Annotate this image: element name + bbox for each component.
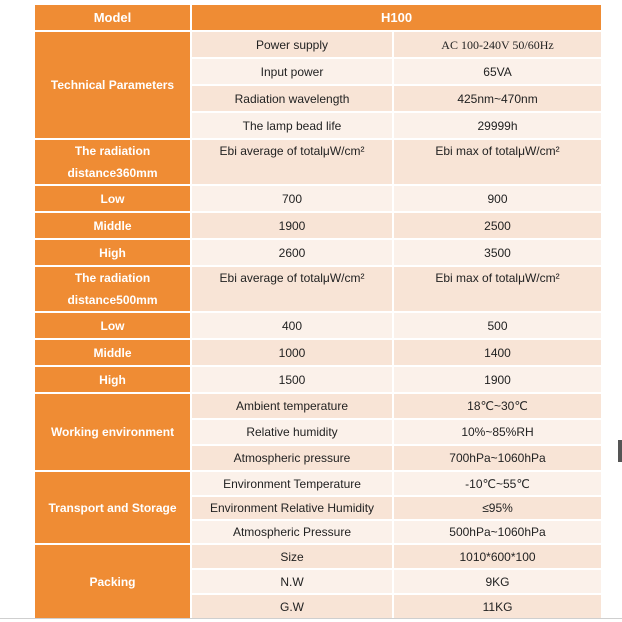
row-label: Ambient temperature xyxy=(191,393,393,419)
row-label: Radiation wavelength xyxy=(191,85,393,112)
level-label: High xyxy=(34,239,191,266)
model-label: Model xyxy=(34,4,191,31)
row-value: 700hPa~1060hPa xyxy=(393,445,602,471)
row-value: 500hPa~1060hPa xyxy=(393,520,602,544)
row-label: Atmospheric Pressure xyxy=(191,520,393,544)
row-label: Environment Relative Humidity xyxy=(191,496,393,520)
level-label: Low xyxy=(34,312,191,339)
row-label: Input power xyxy=(191,58,393,85)
table-row xyxy=(34,212,602,239)
row-label: Power supply xyxy=(191,31,393,58)
row-value: 10%~85%RH xyxy=(393,419,602,445)
column-header-average: Ebi average of totalμW/cm² xyxy=(191,139,393,185)
section-distance-360: The radiation distance360mm xyxy=(34,139,191,185)
row-label: Environment Temperature xyxy=(191,471,393,496)
column-header-max: Ebi max of totalμW/cm² xyxy=(393,266,602,312)
section-distance-500: The radiation distance500mm xyxy=(34,266,191,312)
header-row xyxy=(34,4,602,31)
row-value: 425nm~470nm xyxy=(393,85,602,112)
spec-table xyxy=(33,3,603,620)
row-value: ≤95% xyxy=(393,496,602,520)
table-row xyxy=(34,544,602,569)
table-row xyxy=(34,366,602,393)
row-label: Size xyxy=(191,544,393,569)
average-value: 2600 xyxy=(191,239,393,266)
section-technical: Technical Parameters xyxy=(34,31,191,139)
average-value: 1900 xyxy=(191,212,393,239)
column-header-average: Ebi average of totalμW/cm² xyxy=(191,266,393,312)
max-value: 1900 xyxy=(393,366,602,393)
average-value: 400 xyxy=(191,312,393,339)
table-row xyxy=(34,31,602,58)
level-label: Low xyxy=(34,185,191,212)
row-value: 1010*600*100 xyxy=(393,544,602,569)
row-label: Atmospheric pressure xyxy=(191,445,393,471)
row-value: 29999h xyxy=(393,112,602,139)
table-row xyxy=(34,239,602,266)
row-value: AC 100-240V 50/60Hz xyxy=(393,31,602,58)
column-header-max: Ebi max of totalμW/cm² xyxy=(393,139,602,185)
row-value: 9KG xyxy=(393,569,602,594)
table-row xyxy=(34,393,602,419)
row-value: -10℃~55℃ xyxy=(393,471,602,496)
average-value: 700 xyxy=(191,185,393,212)
level-label: Middle xyxy=(34,212,191,239)
section-working-environment: Working environment xyxy=(34,393,191,471)
edge-marker xyxy=(618,440,622,462)
bottom-divider xyxy=(0,618,622,619)
table-row xyxy=(34,312,602,339)
row-label: G.W xyxy=(191,594,393,619)
max-value: 3500 xyxy=(393,239,602,266)
max-value: 2500 xyxy=(393,212,602,239)
row-label: N.W xyxy=(191,569,393,594)
max-value: 900 xyxy=(393,185,602,212)
average-value: 1500 xyxy=(191,366,393,393)
table-row xyxy=(34,471,602,496)
model-value: H100 xyxy=(191,4,602,31)
row-value: 65VA xyxy=(393,58,602,85)
row-label: The lamp bead life xyxy=(191,112,393,139)
table-row xyxy=(34,185,602,212)
level-label: Middle xyxy=(34,339,191,366)
table-row xyxy=(34,139,602,185)
row-label: Relative humidity xyxy=(191,419,393,445)
row-value: 11KG xyxy=(393,594,602,619)
table-row xyxy=(34,339,602,366)
table-row xyxy=(34,266,602,312)
level-label: High xyxy=(34,366,191,393)
max-value: 500 xyxy=(393,312,602,339)
average-value: 1000 xyxy=(191,339,393,366)
max-value: 1400 xyxy=(393,339,602,366)
section-packing: Packing xyxy=(34,544,191,619)
section-transport-storage: Transport and Storage xyxy=(34,471,191,544)
row-value: 18℃~30℃ xyxy=(393,393,602,419)
